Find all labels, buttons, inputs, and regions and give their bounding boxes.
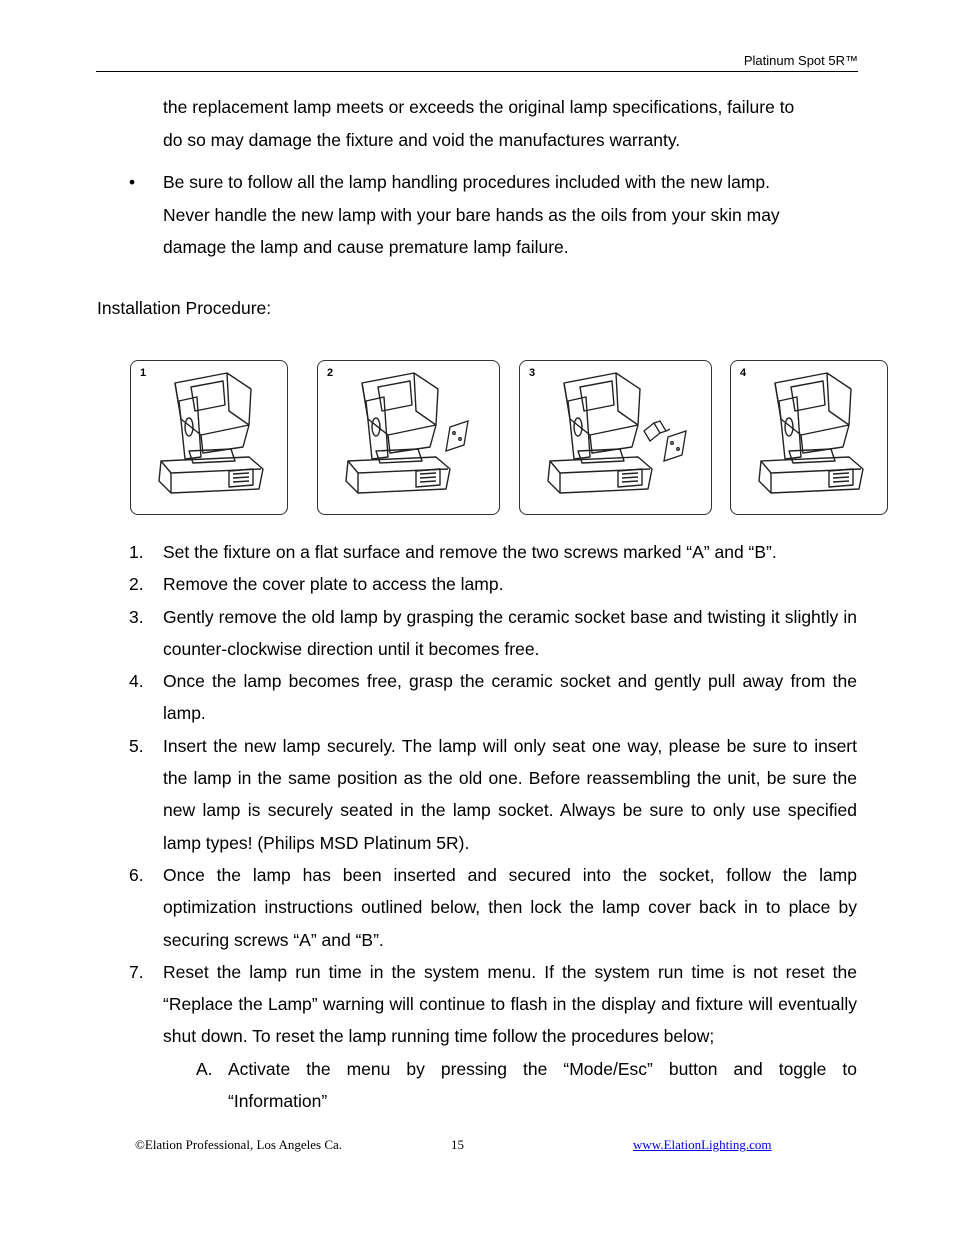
intro-continuation: the replacement lamp meets or exceeds the original lamp specifications, failure to do so may damage the fixture and void the manufactures warranty. (163, 97, 795, 150)
figure-panel-3 (519, 360, 712, 515)
figure-number: 2 (327, 367, 334, 379)
step-text: Set the fixture on a flat surface and remove the two screws marked “A” and “B”. (163, 542, 777, 562)
step-text: Gently remove the old lamp by grasping the ceramic socket base and twisting it slightly in counter-clockwise direction until it becomes free. (163, 606, 857, 659)
step-item (129, 956, 857, 1053)
substep-text: Activate the menu by pressing the “Mode/Esc” button and toggle to “Information” (228, 1058, 857, 1112)
figure-number: 1 (140, 367, 147, 379)
step-number: 6. (129, 864, 144, 885)
substep-item (129, 1053, 857, 1118)
step-item (129, 730, 857, 859)
cover-plate-icon (664, 431, 686, 461)
lamp-icon (644, 421, 670, 441)
moving-head-fixture-illustration (131, 361, 289, 516)
bullet-text: Be sure to follow all the lamp handling procedures included with the new lamp. Never handle the new lamp with your bare hands as the oils from your skin may damage the lamp and cause premature lamp failure. (163, 172, 780, 257)
footer-page-number: 15 (451, 1137, 464, 1152)
step-number: 4. (129, 671, 144, 692)
bullet-marker: • (129, 172, 136, 192)
cover-plate-icon (446, 421, 468, 451)
moving-head-fixture-illustration (731, 361, 889, 516)
step-item (129, 859, 857, 956)
section-heading: Installation Procedure: (97, 298, 272, 318)
step-number: 5. (129, 735, 144, 756)
figure-panel-2 (317, 360, 500, 515)
step-text: Insert the new lamp securely. The lamp will only seat one way, please be sure to insert the lamp in the same position as the old one. Before reassembling the unit, be sure the new lamp is securely seated in the lamp socket. Always be sure to only use specified lamp types! (Philips MSD Platinum 5R). (163, 735, 857, 853)
step-item (129, 665, 857, 730)
step-number: 1. (129, 542, 144, 562)
footer-copyright: ©Elation Professional, Los Angeles Ca. (135, 1137, 343, 1152)
step-item (129, 568, 857, 600)
step-text: Reset the lamp run time in the system menu. If the system run time is not reset the “Replace the Lamp” warning will continue to flash in the display and fixture will eventually shut down. To reset the lamp running time follow the procedures below; (163, 961, 857, 1047)
step-item (129, 536, 857, 568)
step-text: Once the lamp has been inserted and secured into the socket, follow the lamp optimization instructions outlined below, then lock the lamp cover back in to place by securing screws “A” and “B”. (163, 864, 857, 950)
installation-steps (129, 536, 857, 1117)
step-item (129, 601, 857, 666)
moving-head-fixture-illustration (318, 361, 501, 516)
step-number: 2. (129, 574, 144, 595)
step-number: 3. (129, 606, 144, 627)
substep-marker: A. (196, 1058, 213, 1079)
figure-number: 3 (529, 367, 536, 379)
step-text: Remove the cover plate to access the lamp. (163, 574, 504, 595)
figure-panel-1 (130, 360, 288, 515)
header-rule (96, 71, 858, 72)
figure-number: 4 (740, 367, 747, 379)
step-text: Once the lamp becomes free, grasp the ceramic socket and gently pull away from the lamp. (163, 671, 857, 724)
footer-website-link[interactable]: www.ElationLighting.com (633, 1137, 772, 1152)
figure-panel-4 (730, 360, 888, 515)
page-header-title: Platinum Spot 5R™ (743, 53, 858, 68)
moving-head-fixture-illustration (520, 361, 713, 516)
step-number: 7. (129, 961, 144, 982)
